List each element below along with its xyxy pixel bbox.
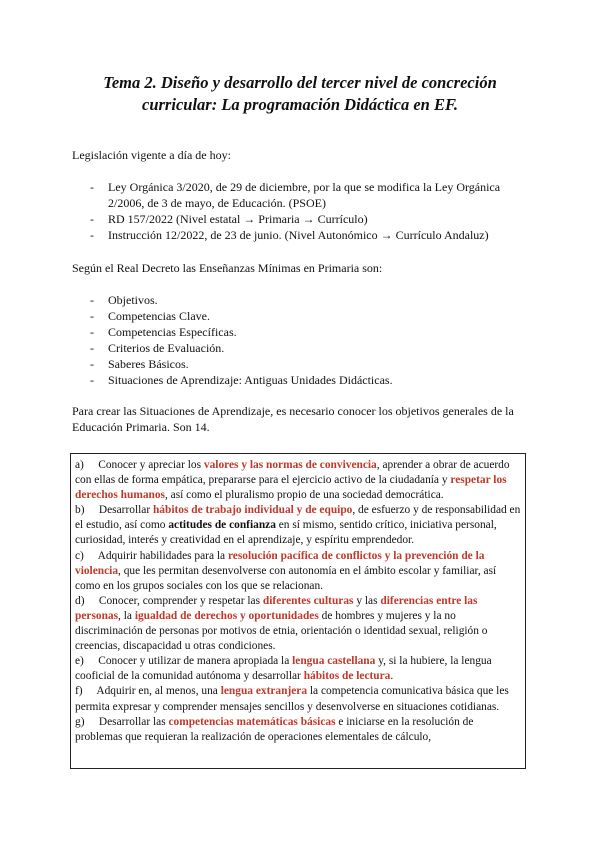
list-item-text: Objetivos.	[108, 293, 158, 307]
objective-highlight: valores y las normas de convivencia	[203, 459, 377, 471]
objective-text: , la	[118, 609, 135, 622]
objective-letter: a)	[75, 459, 84, 471]
objective-highlight: diferencias entre las personas	[75, 594, 478, 622]
objective-text: Conocer y apreciar los	[98, 459, 204, 471]
objective-letter: f)	[75, 685, 83, 698]
objective-highlight: actitudes de confianza	[168, 519, 276, 532]
objective-item	[71, 549, 525, 594]
list-item	[0, 179, 600, 211]
objective-text: .	[390, 670, 394, 683]
bullet-dash: -	[90, 357, 94, 371]
objective-text: Desarrollar las	[98, 715, 169, 728]
objectives-intro: Para crear las Situaciones de Aprendizaje, es necesario conocer los objetivos generales de la Educación Primaria. Son 14.	[72, 404, 514, 434]
bullet-dash: -	[90, 180, 94, 194]
bullet-dash: -	[90, 212, 94, 226]
list-item-text: Instrucción 12/2022, de 23 de junio. (Nivel Autonómico → Currículo Andaluz)	[108, 228, 489, 242]
objective-text: Adquirir habilidades para la	[97, 549, 228, 562]
list-item	[0, 324, 600, 340]
bullet-dash: -	[90, 228, 94, 242]
list-item	[0, 227, 600, 243]
objective-text: Conocer y utilizar de manera apropiada la	[98, 655, 293, 668]
objective-text: Adquirir en, al menos, una	[96, 685, 221, 698]
objective-highlight: hábitos de trabajo individual y de equipo	[152, 504, 353, 517]
objective-text: , de esfuerzo y de responsabilidad en el estudio, así como	[75, 504, 521, 532]
objective-highlight: diferentes culturas	[262, 594, 354, 607]
objective-highlight: igualdad de derechos y oportunidades	[134, 609, 319, 622]
bullet-dash: -	[90, 325, 94, 339]
list-item-text: Competencias Clave.	[108, 309, 210, 323]
objective-item	[71, 654, 525, 684]
objective-text: Conocer, comprender y respetar las	[98, 594, 263, 607]
objective-highlight: hábitos de lectura	[303, 670, 391, 683]
list-item-text: Competencias Específicas.	[108, 325, 237, 339]
list-item-text: RD 157/2022 (Nivel estatal → Primaria → Currículo)	[108, 212, 368, 226]
objective-text: y, si la hubiere, la lengua cooficial de la comunidad autónoma y desarrollar	[75, 655, 492, 683]
list-item-text: Ley Orgánica 3/2020, de 29 de diciembre, por la que se modifica la Ley Orgánica 2/2006, de 3 de mayo, de Educación. (PSOE)	[108, 180, 501, 210]
objective-text: la competencia comunicativa básica que les permita expresar y comprender mensajes sencillos y desenvolverse en situaciones cotidianas.	[75, 685, 509, 713]
objective-text: de hombres y mujeres y la no discriminación de personas por motivos de etnia, orientación o identidad sexual, religión o creencias, discapacidad u otras condiciones.	[75, 609, 488, 653]
objective-highlight: lengua extranjera	[220, 685, 308, 698]
objective-letter: g)	[75, 715, 85, 728]
objective-highlight: resolución pacífica de conflictos y la prevención de la violencia	[75, 549, 485, 577]
bullet-dash: -	[90, 293, 94, 307]
legislation-list	[0, 179, 600, 243]
objective-letter: b)	[75, 504, 85, 517]
minimum-teachings-intro: Según el Real Decreto las Enseñanzas Mínimas en Primaria son:	[72, 261, 383, 275]
objective-text: y las	[353, 594, 381, 607]
bullet-dash: -	[90, 373, 94, 387]
objective-text: en sí mismo, sentido crítico, iniciativa personal, curiosidad, interés y creatividad en el aprendizaje, y espíritu emprendedor.	[75, 519, 497, 547]
objective-letter: d)	[75, 594, 85, 607]
objective-letter: c)	[75, 549, 84, 562]
objective-text: , aprender a obrar de acuerdo con ellas de forma empática, prepararse para el ejercicio activo de la ciudadanía y	[75, 459, 510, 487]
objective-item	[71, 684, 525, 714]
objective-text: e iniciarse en la resolución de problemas que requieran la realización de operaciones elementales de cálculo,	[75, 715, 474, 743]
list-item	[0, 372, 600, 388]
objective-text: , así como el pluralismo propio de una sociedad democrática.	[164, 489, 444, 502]
bullet-dash: -	[90, 341, 94, 355]
page-title: Tema 2. Diseño y desarrollo del tercer nivel de concreción curricular: La programación Didáctica en EF.	[103, 73, 497, 114]
objective-highlight: respetar los derechos humanos	[75, 474, 507, 502]
objective-highlight: competencias matemáticas básicas	[168, 715, 336, 728]
list-item-text: Criterios de Evaluación.	[108, 341, 225, 355]
list-item	[0, 340, 600, 356]
objective-item	[71, 715, 525, 745]
list-item	[0, 356, 600, 372]
list-item-text: Saberes Básicos.	[108, 357, 189, 371]
list-item	[0, 211, 600, 227]
bullet-dash: -	[90, 309, 94, 323]
objective-text: Desarrollar	[98, 504, 153, 517]
objective-text: , que les permitan desenvolverse con autonomía en el ámbito escolar y familiar, así como en los grupos sociales con los que se relacionan.	[75, 564, 497, 592]
objectives-box	[70, 453, 526, 769]
objective-item	[71, 594, 525, 654]
list-item-text: Situaciones de Aprendizaje: Antiguas Unidades Didácticas.	[108, 373, 393, 387]
list-item	[0, 292, 600, 308]
list-item	[0, 308, 600, 324]
minimum-teachings-list	[0, 292, 600, 388]
objective-letter: e)	[75, 655, 84, 668]
objective-highlight: lengua castellana	[292, 655, 376, 668]
objective-item	[71, 503, 525, 548]
objective-item	[71, 454, 525, 503]
legislation-intro: Legislación vigente a día de hoy:	[72, 148, 231, 162]
